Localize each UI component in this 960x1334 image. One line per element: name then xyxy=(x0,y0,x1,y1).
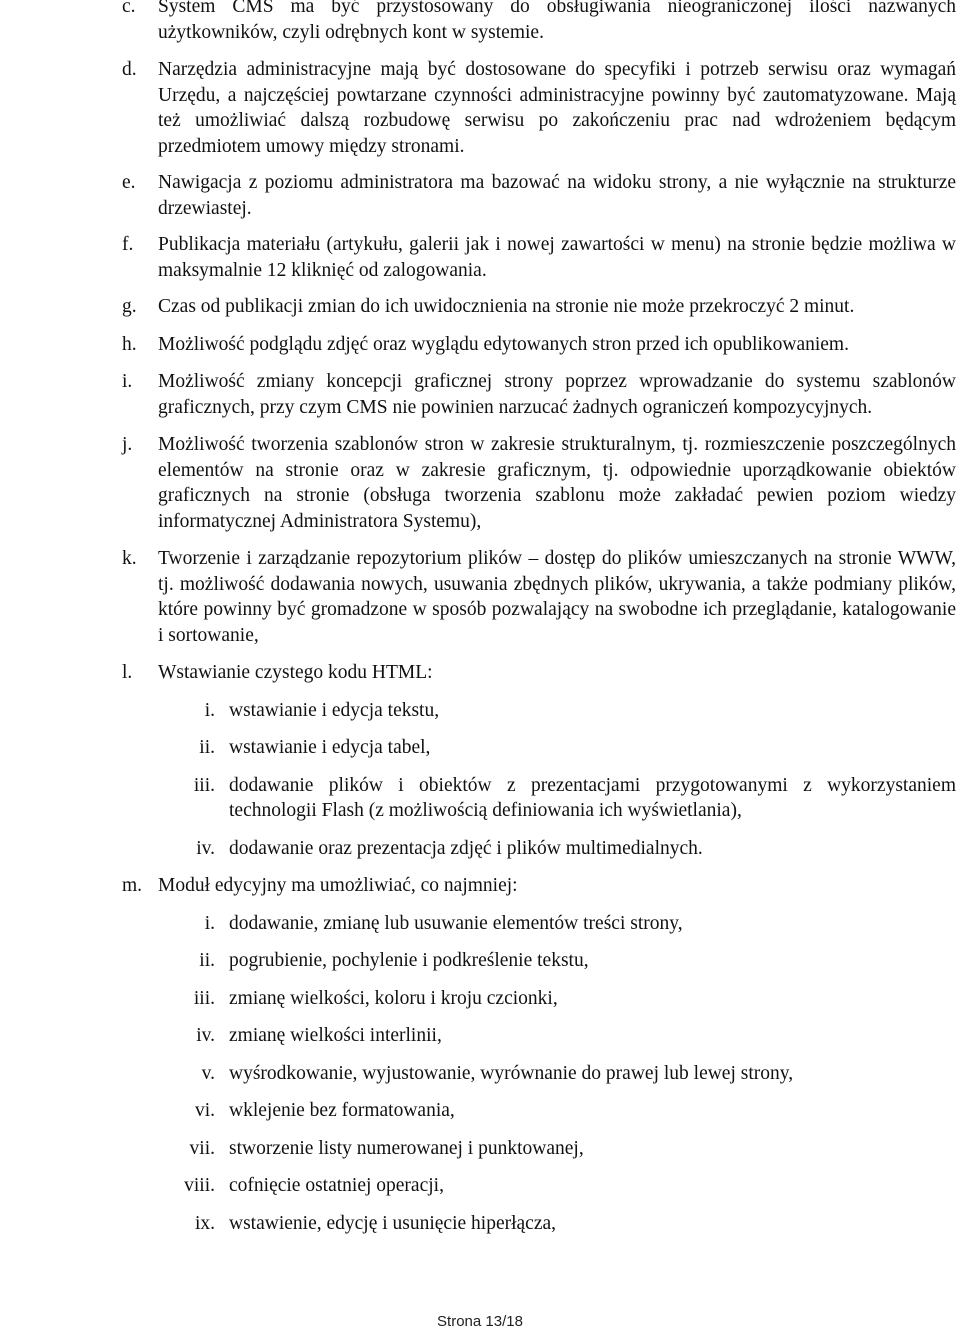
sub-marker: viii. xyxy=(184,1175,215,1196)
sub-item-l-iii xyxy=(0,773,960,824)
list-item-c xyxy=(0,0,960,45)
sub-marker: iii. xyxy=(193,774,215,796)
list-item-j xyxy=(0,432,960,534)
sub-item-m-viii xyxy=(0,1173,960,1199)
sub-text: wyśrodkowanie, wyjustowanie, wyrównanie do prawej lub lewej strony, xyxy=(229,1062,794,1084)
list-text: Publikacja materiału (artykułu, galerii jak i nowej zawartości w menu) na stronie będzie możliwa w maksymalnie 12 kliknięć od zalogowania. xyxy=(158,234,956,281)
list-marker: i. xyxy=(122,371,133,392)
list-marker: e. xyxy=(122,172,136,193)
list-marker: c. xyxy=(122,0,136,17)
list-item-i xyxy=(0,369,960,420)
sub-item-m-ii xyxy=(0,948,960,974)
sub-text: cofnięcie ostatniej operacji, xyxy=(229,1175,444,1196)
sub-text: dodawanie plików i obiektów z prezentacjami przygotowanymi z wykorzystaniem technologii Flash (z możliwością definiowania ich wyświetlania), xyxy=(229,774,956,821)
list-item-e xyxy=(0,170,960,221)
list-text: Możliwość zmiany koncepcji graficznej strony poprzez wprowadzanie do systemu szablonów graficznych, przy czym CMS nie powinien narzucać żadnych ograniczeń kompozycyjnych. xyxy=(158,371,956,418)
list-marker: l. xyxy=(122,662,133,683)
sub-text: stworzenie listy numerowanej i punktowanej, xyxy=(229,1137,584,1159)
sub-marker: iv. xyxy=(196,837,215,859)
sub-item-m-iv xyxy=(0,1023,960,1049)
sub-marker: vi. xyxy=(194,1100,215,1121)
sub-item-m-vi xyxy=(0,1098,960,1124)
sub-item-m-v xyxy=(0,1061,960,1087)
sub-item-m-ix xyxy=(0,1211,960,1237)
sub-marker: iv. xyxy=(196,1025,215,1046)
list-marker: g. xyxy=(122,296,137,317)
list-item-f xyxy=(0,232,960,283)
sub-marker: ix. xyxy=(194,1212,215,1234)
sub-text: dodawanie, zmianę lub usuwanie elementów treści strony, xyxy=(229,912,683,934)
list-marker: f. xyxy=(122,234,134,255)
list-text: Możliwość podglądu zdjęć oraz wyglądu edytowanych stron przed ich opublikowaniem. xyxy=(158,333,849,355)
sub-text: wstawianie i edycja tekstu, xyxy=(229,699,440,721)
list-marker: d. xyxy=(122,59,137,80)
list-text: Wstawianie czystego kodu HTML: xyxy=(158,662,433,683)
list-marker: j. xyxy=(122,434,133,455)
list-text: Nawigacja z poziomu administratora ma bazować na widoku strony, a nie wyłącznie na strukturze drzewiastej. xyxy=(158,172,956,219)
sub-text: pogrubienie, pochylenie i podkreślenie tekstu, xyxy=(229,950,589,971)
sub-marker: i. xyxy=(204,912,215,934)
list-marker: m. xyxy=(122,875,143,896)
list-text: Czas od publikacji zmian do ich uwidocznienia na stronie nie może przekroczyć 2 minut. xyxy=(158,296,855,317)
sub-marker: i. xyxy=(204,699,215,721)
list-text: Możliwość tworzenia szablonów stron w zakresie strukturalnym, tj. rozmieszczenie poszczególnych elementów na stronie oraz w zakresie graficznym, tj. odpowiednie uporządkowanie obiektów graficznych na stronie (obsługa tworzenia szablonu może zakładać pewien poziom wiedzy informatycznej Administratora Systemu), xyxy=(158,434,956,532)
sub-item-m-vii xyxy=(0,1136,960,1162)
sub-marker: vii. xyxy=(189,1137,215,1159)
sub-text: wstawianie i edycja tabel, xyxy=(229,737,431,758)
list-text: Tworzenie i zarządzanie repozytorium plików – dostęp do plików umieszczanych na stronie WWW, tj. możliwość dodawania nowych, usuwania zbędnych plików, ukrywania, a także podmiany plików, które powinny być gromadzone w sposób pozwalający na swobodne ich przeglądanie, katalogowanie i sortowanie, xyxy=(158,548,956,646)
list-item-d xyxy=(0,57,960,159)
sub-item-l-ii xyxy=(0,735,960,761)
sub-item-m-iii xyxy=(0,986,960,1012)
list-item-m xyxy=(0,873,960,899)
sub-item-m-i xyxy=(0,911,960,937)
sub-marker: iii. xyxy=(193,987,215,1009)
list-item-k xyxy=(0,546,960,648)
sub-text: wklejenie bez formatowania, xyxy=(229,1100,455,1121)
sub-text: zmianę wielkości interlinii, xyxy=(229,1025,442,1046)
sub-text: wstawienie, edycję i usunięcie hiperłącza, xyxy=(229,1212,557,1234)
sub-item-l-iv xyxy=(0,836,960,862)
sub-marker: ii. xyxy=(199,950,215,971)
list-marker: k. xyxy=(122,548,137,569)
sub-marker: ii. xyxy=(199,737,215,758)
list-item-h xyxy=(0,332,960,358)
list-marker: h. xyxy=(122,333,137,355)
list-text: Moduł edycyjny ma umożliwiać, co najmniej: xyxy=(158,875,518,896)
list-item-g xyxy=(0,294,960,320)
sub-item-l-i xyxy=(0,698,960,724)
page-footer: Strona 13/18 xyxy=(437,1313,523,1330)
list-text: Narzędzia administracyjne mają być dostosowane do specyfiki i potrzeb serwisu oraz wymagań Urzędu, a najczęściej powtarzane czynności administracyjne powinny być zautomatyzowane. Mają też umożliwiać dalszą rozbudowę serwisu po zakończeniu prac nad wdrożeniem będącym przedmiotem umowy między stronami. xyxy=(158,59,956,157)
sub-text: zmianę wielkości, koloru i kroju czcionki, xyxy=(229,987,558,1009)
sub-marker: v. xyxy=(201,1062,215,1084)
list-text: System CMS ma być przystosowany do obsługiwania nieograniczonej ilości nazwanych użytkowników, czyli odrębnych kont w systemie. xyxy=(158,0,956,43)
list-item-l xyxy=(0,660,960,686)
sub-text: dodawanie oraz prezentacja zdjęć i plików multimedialnych. xyxy=(229,837,703,859)
